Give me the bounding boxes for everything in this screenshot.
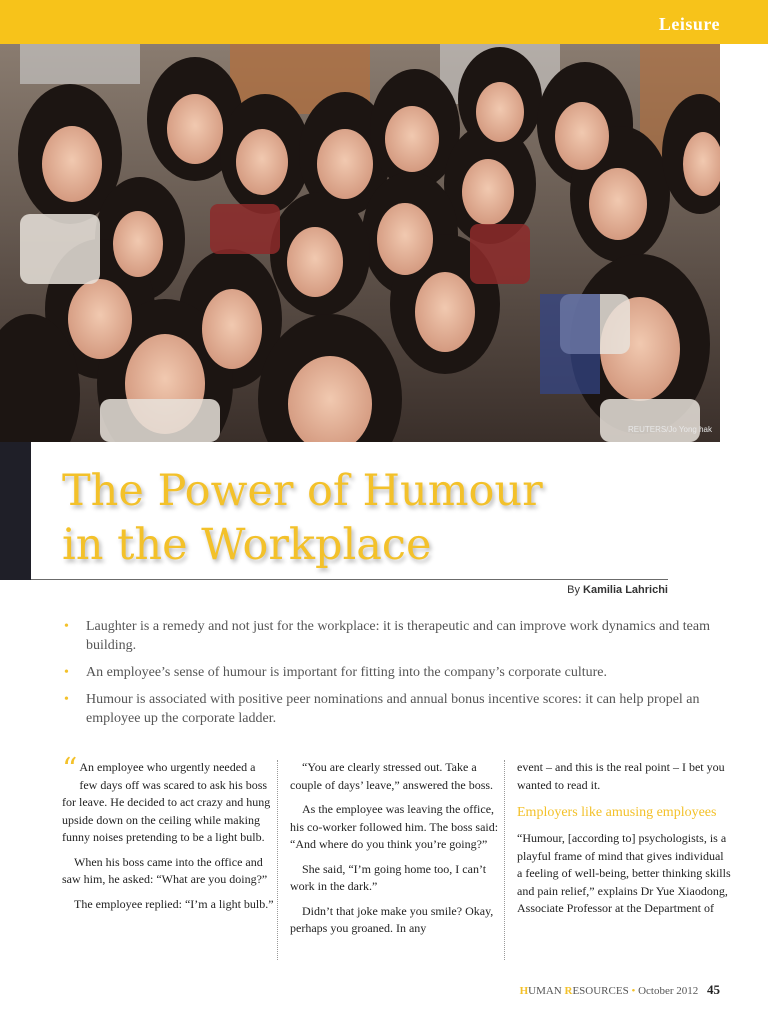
article-title [62,464,702,572]
body-paragraph: As the employee was leaving the office, his co-worker followed him. The boss said: “And where do you think you’re going?” [290,802,499,851]
byline [567,584,668,596]
highlight-text: An employee’s sense of humour is important for fitting into the company’s corporate culture. [86,665,607,680]
page-number: 45 [707,982,720,997]
section-header-bar [0,0,768,44]
bullet-icon: • [64,665,69,680]
body-paragraph: When his boss came into the office and saw him, he asked: “What are you doing?” [62,854,268,886]
page-footer [520,982,720,998]
highlight-text: Laughter is a remedy and not just for the workplace: it is therapeutic and can improve work dynamics and team building. [86,619,710,653]
magazine-name-part: ESOURCES [572,985,629,997]
body-paragraph [62,752,276,847]
highlight-item [64,617,724,655]
highlight-text: Humour is associated with positive peer nominations and annual bonus incentive scores: it can help propel an employee up the corporate ladder. [86,692,700,726]
body-paragraph: She said, “I’m going home too, I can’t work in the dark.” [290,861,487,893]
body-paragraph: “You are clearly stressed out. Take a couple of days’ leave,” answered the boss. [290,760,494,792]
magazine-initial-h: H [519,985,529,997]
bullet-icon: • [64,692,69,707]
body-column-3 [517,759,731,925]
article-title-line2: in the Workplace [62,520,432,570]
body-paragraph: “Humour, [according to] psychologists, is a playful frame of mind that gives individual a feeling of well-being, better thinking skills and pain relief,” explains Dr Yue Xiaodong, Associate Professor at the Department of [517,831,731,915]
paragraph-text: An employee who urgently needed a few days off was scared to ask his boss for leave. He decided to act crazy and hung upside down on the ceiling while making funny noises pretending to be a light bulb. [62,760,271,844]
footer-separator: • [631,985,636,997]
body-column-2 [290,759,504,945]
highlight-item [64,690,724,728]
body-column-1 [62,752,276,920]
highlight-item [64,663,724,682]
column-divider [504,760,505,960]
magazine-initial-r: R [564,985,573,997]
body-paragraph: event – and this is the real point – I bet you wanted to read it. [517,760,725,792]
author-name: Kamilia Lahrichi [583,584,668,596]
body-paragraph: The employee replied: “I’m a light bulb.” [74,896,274,911]
photo-credit: REUTERS/Jo Yong hak [627,425,712,434]
section-subhead: Employers like amusing employees [517,805,717,820]
title-underline [31,579,668,580]
open-quote-icon: “ [62,752,78,787]
bullet-icon: • [64,619,69,634]
article-title-line1: The Power of Humour [62,466,543,516]
issue-date: October 2012 [638,985,699,997]
title-side-bar [0,442,31,580]
magazine-name-part: UMAN [528,985,562,997]
byline-prefix: By [567,584,580,596]
column-divider [277,760,278,960]
article-photo [0,44,720,442]
body-paragraph: Didn’t that joke make you smile? Okay, perhaps you groaned. In any [290,903,494,935]
highlights-list [64,617,724,736]
crowd-photo-illustration [0,44,720,442]
section-label: Leisure [658,14,720,34]
